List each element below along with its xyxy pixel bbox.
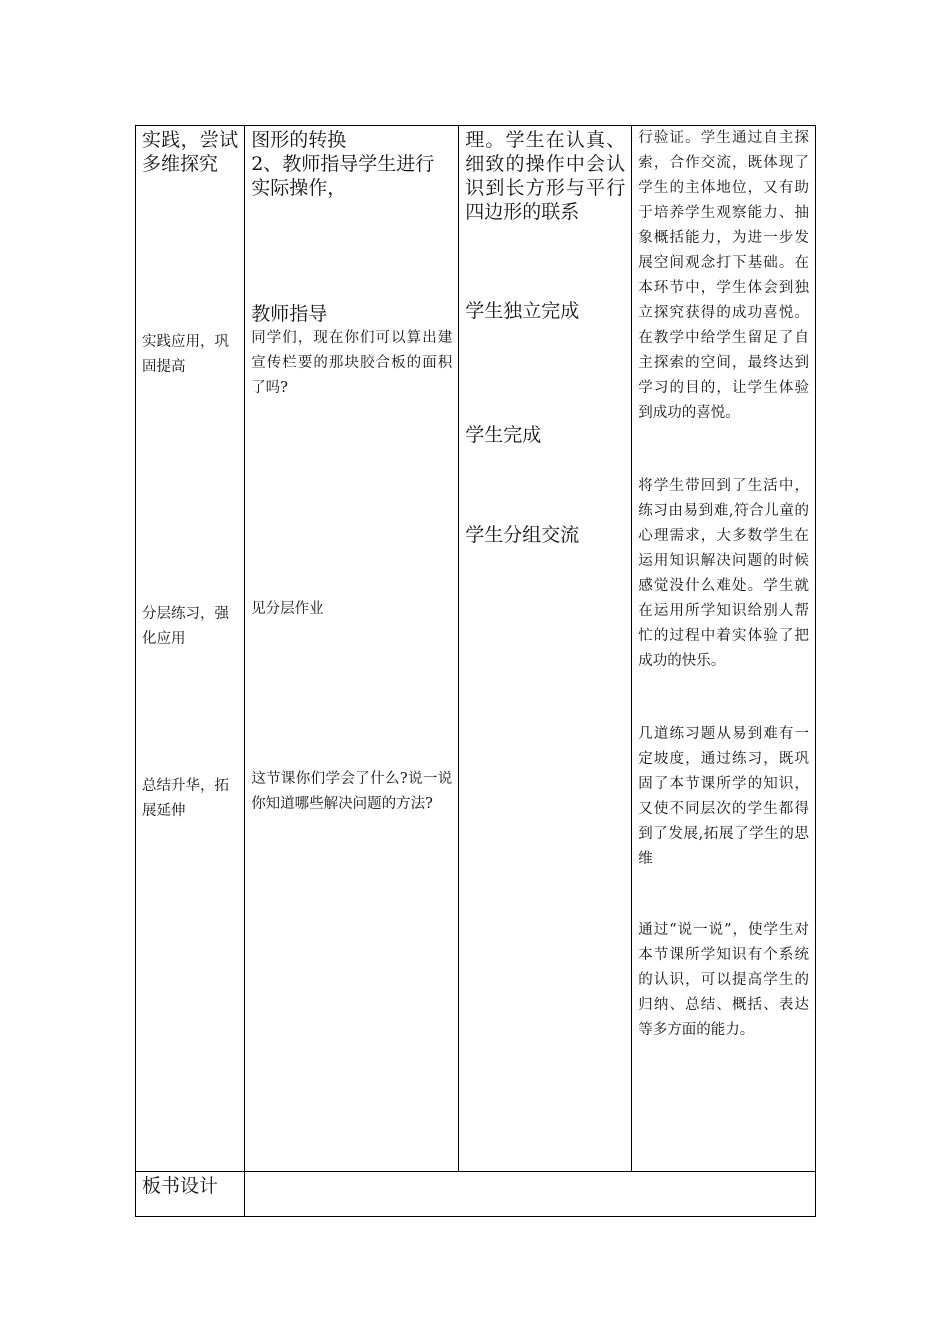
design-intent-explore: 行验证。学生通过自主探索，合作交流，既体现了学生的主体地位，又有助于培养学生观察能力、抽象概括能力，为进一步发展空间观念打下基础。在本环节中，学生体会到独立探究获得的成功喜悦。在教学中给学生留足了自主探索的空间，最终达到学习的目的，让学生体验到成功的喜悦。 <box>638 130 809 421</box>
student-group-discuss: 学生分组交流 <box>465 524 580 546</box>
board-design-label-cell <box>136 1172 245 1217</box>
stage-layered-practice: 分层练习，强化应用 <box>142 606 229 647</box>
student-operation-text: 理。学生在认真、细致的操作中会认识到长方形与平行四边形的联系 <box>465 129 626 223</box>
student-activity-column <box>459 126 632 1172</box>
stage-practice-explore: 实践，尝试多维探究 <box>142 129 239 175</box>
board-design-content <box>245 1172 816 1217</box>
design-intent-practice: 几道练习题从易到难有一定坡度，通过练习，既巩固了本节课所学的知识，又使不同层次的学生都得到了发展,拓展了学生的思维 <box>638 726 809 867</box>
teaching-process-row <box>136 126 816 1172</box>
summary-question: 这节课你们学会了什么?说一说你知道哪些解决问题的方法? <box>251 771 453 812</box>
design-intent-summary: 通过“说一说”，使学生对本节课所学知识有个系统的认识，可以提高学生的归纳、总结、概括、表达等多方面的能力。 <box>638 922 809 1038</box>
lesson-plan-table <box>135 125 816 1217</box>
design-intent-apply: 将学生带回到了生活中，练习由易到难,符合儿童的心理需求，大多数学生在运用知识解决问题的时候感觉没什么难处。学生就在运用所学知识给别人帮忙的过程中着实体验了把成功的快乐。 <box>638 478 809 669</box>
stage-summary-extend: 总结升华，拓展延伸 <box>142 778 229 819</box>
teacher-guide-title: 教师指导 <box>251 303 328 325</box>
layered-homework-note: 见分层作业 <box>251 601 324 617</box>
stage-apply-consolidate: 实践应用，巩固提高 <box>142 334 229 375</box>
teacher-activity-column <box>245 126 459 1172</box>
board-design-row <box>136 1172 816 1217</box>
student-complete: 学生完成 <box>465 424 542 446</box>
student-independent: 学生独立完成 <box>465 300 580 322</box>
stage-column <box>136 126 245 1172</box>
teacher-guide-operation: 2、教师指导学生进行实际操作， <box>251 153 435 199</box>
design-intent-column <box>632 126 816 1172</box>
shape-transform-line: 图形的转换 <box>251 129 347 151</box>
teacher-guide-question: 同学们，现在你们可以算出建宣传栏要的那块胶合板的面积了吗? <box>251 330 453 396</box>
board-design-label: 板书设计 <box>142 1175 219 1197</box>
